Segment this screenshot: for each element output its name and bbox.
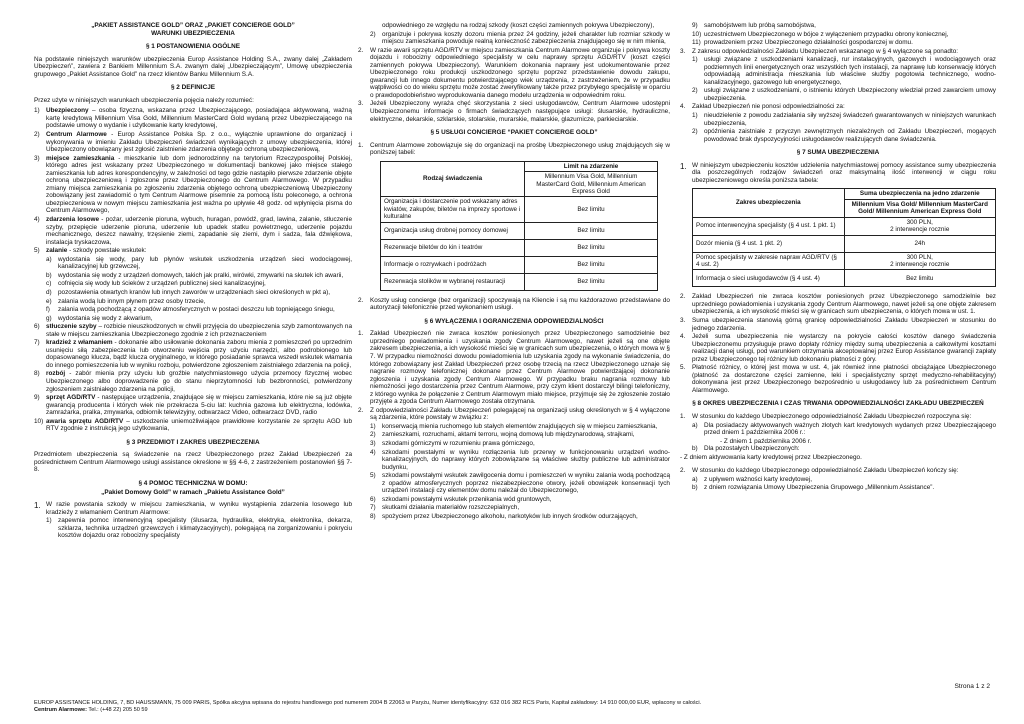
zalanie-item xyxy=(46,272,352,280)
zalanie-item-text: wydostania się wody, pary lub płynów wskutek uszkodzenia urządzeń sieci wodociągowej, kanalizacyjnej lub grzewczej, xyxy=(58,255,352,271)
exclusion-extra-item xyxy=(692,56,996,86)
section-6-exclusions-cont xyxy=(680,22,996,47)
section-6-item-3: 3. Z zakresu odpowiedzialności Zakładu Ubezpieczeń wskazanego w § 4 wyłączone są ponadto: xyxy=(680,47,959,55)
concierge-table-row xyxy=(381,273,658,290)
section-8-item-2-list xyxy=(680,476,996,492)
period-end-item xyxy=(692,476,996,484)
definition-item-num: 9) xyxy=(34,394,40,402)
definition-item-text xyxy=(46,370,352,393)
section-7-item xyxy=(680,317,996,332)
exclusion-item-num: 7) xyxy=(370,504,376,512)
exclusion-item xyxy=(370,431,670,439)
exclusion-item-text: szkodami górniczymi w rozumieniu prawa górniczego, xyxy=(382,440,535,447)
exclusion-item xyxy=(692,31,996,39)
sum-table-row xyxy=(693,270,996,287)
definition-item-num: 2) xyxy=(34,131,40,139)
concierge-table-cell-value: Bez limitu xyxy=(525,256,658,273)
definition-item-num: 8) xyxy=(34,370,40,378)
liability-item-text: opóźnienia zaistniałe z przyczyn zewnętrznych niezależnych od Zakładu Ubezpieczeń, mogących powodować brak dyspozycyjności usługodawców realizujących dane świadczenia. xyxy=(704,128,996,143)
concierge-table-header-3: Millennium Visa Gold, Millennium MasterCard Gold, Millennium American Express Gold xyxy=(525,172,658,197)
exclusion-extra-item-text: usługi związane z uszkodzeniami kanalizacji, rur instalacyjnych, gazowych i wodociągowych oraz podziemnych linii energetycznych oraz wszystkich tych instalacji, za naprawę lub konserwację których odpowiadają administracja mieszkania lub właściwe służby pogotowia technicznego, wodno-kanalizacyjnego, gazowego lub energetycznego, xyxy=(704,56,996,86)
zalanie-item-num: b) xyxy=(46,271,52,279)
definition-item-num: 10) xyxy=(34,417,44,425)
section-4-item-2: 2. W razie awarii sprzętu AGD/RTV w miejscu zamieszkania Centrum Alarmowe organizuje i pokrywa koszty dojazdu i robocizny odpowiedniego specjalisty w celu naprawy sprzętu AGD/RTV (koszt części zamiennych pokrywa Ubezpieczony). Warunkiem dokonania naprawy jest udokumentowanie przez Ubezpieczonego roku produkcji uszkodzonego sprzętu poprzez przedstawienie dowodu zakupu, gwarancji lub innego dokumentu potwierdzającego wiek urządzenia, z zastrzeżeniem, że w przypadku wątpliwości co do wieku sprzętu może zostać zweryfikowany także przez przybyłego specjalistę w oparciu o prawdopodobieństwo wyprodukowania danego modelu urządzenia w odpowiednim roku. xyxy=(358,46,670,99)
period-end-item-text: z upływem ważności karty kredytowej, xyxy=(704,475,812,483)
exclusion-item-num: 3) xyxy=(370,440,376,447)
section-6-item-2: 2. Z odpowiedzialności Zakładu Ubezpieczeń polegającej na organizacji usług określonych w § 4 wyłączone są zdarzenia, które powstały w związku z: xyxy=(358,406,670,422)
section-7-item-1: 1. W niniejszym ubezpieczeniu kosztów udzielenia natychmiastowej pomocy assistance sumy ubezpieczenia dla poszczególnych rodzajów świadczeń oraz maksymalną ilość interwencji w ciągu roku ubezpieczeniowego określa poniższa tabela: xyxy=(680,161,996,184)
sum-table-row xyxy=(693,217,996,235)
definition-item-term: sprzęt AGD/RTV xyxy=(46,394,96,402)
liability-item xyxy=(692,112,996,127)
section-8-heading: § 8 OKRES UBEZPIECZENIA I CZAS TRWANIA ODPOWIEDZIALNOŚCI ZAKŁADU UBEZPIECZEŃ xyxy=(692,400,984,408)
liability-item-num: 1) xyxy=(692,112,698,120)
sum-table-cell-label: Informacja o sieci usługodawców (§ 4 ust. 4) xyxy=(693,270,845,287)
zalanie-list xyxy=(34,256,352,322)
definition-item xyxy=(34,131,352,154)
concierge-table-row xyxy=(381,197,658,222)
definition-item-text xyxy=(46,107,352,130)
section-3-heading: § 3 PRZEDMIOT I ZAKRES UBEZPIECZENIA xyxy=(126,438,260,446)
definition-item-text xyxy=(46,216,352,246)
concierge-table-cell-value: Bez limitu xyxy=(525,273,658,290)
concierge-table-header-2: Limit na zdarzenie xyxy=(525,161,658,171)
document-title: „PAKIET ASSISTANCE GOLD” ORAZ „PAKIET CONCIERGE GOLD” WARUNKI UBEZPIECZENIA xyxy=(91,22,295,37)
liability-item xyxy=(692,128,996,143)
section-4-item-1-1-cont: odpowiedniego ze względu na rodzaj szkody (koszt części zamiennych pokrywa Ubezpieczony), xyxy=(382,22,655,29)
exclusion-item xyxy=(370,513,670,521)
zalanie-item-text: zalania wodą lub innym płynem przez osoby trzecie, xyxy=(58,297,206,305)
exclusion-item-text: zamieszkami, rozruchami, aktami terroru, wojną domową lub międzynarodową, strajkami, xyxy=(382,431,635,439)
definition-item-text xyxy=(46,418,352,433)
period-end-item-text: z dniem rozwiązania Umowy Ubezpieczenia Grupowego „Millennium Assistance”. xyxy=(704,484,935,492)
section-7-item-text: Płatność różnicy, o której jest mowa w ust. 4, jak również inne płatności obciążające Ubezpieczonego (płatność za dostarczone części zamienne, leki i specjalistyczny sprzęt medyczno-rehabilitacyjny) dokonywana jest przez Ubezpieczonego bezpośrednio u usługodawcy lub za pośrednictwem Centrum Alarmowego. xyxy=(692,364,996,394)
definition-item-desc: - dokonanie albo usiłowanie dokonania zaboru mienia z pomieszczeń po uprzednim usunięciu siłą zabezpieczenia lub otworzeniu wejścia przy użyciu narzędzi, albo podrobionego lub dopasowanego klucza, bądź klucza oryginalnego, w którego posiadanie sprawca wszedł wskutek włamania do innego pomieszczenia lub w wyniku rozboju, potwierdzone zgłoszeniem zaistniałego zdarzenia na policji, xyxy=(46,339,353,369)
concierge-table-cell-label: Rezerwacja stolików w wybranej restauracji xyxy=(381,273,525,290)
exclusion-item-text: samobójstwem lub próbą samobójstwa, xyxy=(704,22,816,29)
definition-item-desc: - szkody powstałe wskutek: xyxy=(67,247,147,255)
definition-item-num: 4) xyxy=(34,216,40,224)
definition-item-text xyxy=(46,155,352,215)
section-5-item-2: 2. Koszty usług concierge (bez organizacji) spoczywają na Kliencie i są mu każdorazowo przedstawiane do autoryzacji telefonicznie przed wykonaniem usługi. xyxy=(358,296,670,312)
zalanie-item-num: f) xyxy=(46,306,50,314)
definition-item-term: awaria sprzętu AGD/RTV xyxy=(46,417,124,425)
concierge-table-cell-value: Bez limitu xyxy=(525,222,658,239)
definition-item xyxy=(34,107,352,130)
section-6-heading: § 6 WYŁĄCZENIA I OGRANICZENIA ODPOWIEDZIALNOŚCI xyxy=(424,317,604,325)
sum-table-cell-value: 300 PLN, 2 interwencje rocznie xyxy=(844,252,996,270)
period-end-item xyxy=(692,484,996,492)
definition-item-term: rozbój xyxy=(46,370,66,378)
sum-table-cell-label: Dozór mienia (§ 4 ust. 1 pkt. 2) xyxy=(693,235,845,252)
section-4-item-1: 1. W razie powstania szkody w miejscu zamieszkania, w wyniku wystąpienia zdarzenia losowego lub kradzieży z włamaniem Centrum Alarmowe: xyxy=(34,501,352,516)
section-8-item-1a-date: - Z dniem 1 października 2006 r. xyxy=(720,437,812,445)
column-left xyxy=(34,22,352,541)
exclusion-item-num: 4) xyxy=(370,448,376,456)
definition-item-term: kradzież z włamaniem xyxy=(46,339,113,347)
zalanie-item-num: d) xyxy=(46,288,52,296)
zalanie-item-text: wydostania się wody z akwarium, xyxy=(58,314,153,322)
zalanie-item xyxy=(46,315,352,323)
definition-item-term: stłuczenie szyby xyxy=(46,323,97,331)
exclusion-item-text: uczestnictwem Ubezpieczonego w bójce z wyłączeniem przypadku obrony koniecznej, xyxy=(704,30,949,38)
concierge-table-cell-label: Rezerwacje biletów do kin i teatrów xyxy=(381,239,525,256)
sum-table-row xyxy=(693,235,996,252)
definition-item-text xyxy=(46,339,352,369)
section-7-item-text: Suma ubezpieczenia stanowią górną granicę odpowiedzialności Zakładu Ubezpieczeń w stosunku do jednego zdarzenia. xyxy=(692,316,996,332)
sum-table-cell-value: Bez limitu xyxy=(844,270,996,287)
section-5-item-1: 1. Centrum Alarmowe zobowiązuje się do organizacji na prośbę Ubezpieczonego usług znajdujących się w poniższej tabeli: xyxy=(358,141,670,157)
section-7-item-num: 2. xyxy=(680,293,686,301)
section-7-item xyxy=(680,364,996,394)
exclusion-item xyxy=(692,22,996,30)
section-7-item xyxy=(680,333,996,363)
definition-item xyxy=(34,394,352,417)
concierge-table-row xyxy=(381,256,658,273)
section-2-heading: § 2 DEFINICJE xyxy=(170,84,216,92)
definition-item-num: 5) xyxy=(34,247,40,255)
section-4-subheading: „Pakiet Domowy Gold” w ramach „Pakietu Assistance Gold” xyxy=(101,488,285,496)
definition-item xyxy=(34,370,352,393)
zalanie-item-num: c) xyxy=(46,280,52,288)
sum-table-cell-value: 24h xyxy=(844,235,996,252)
section-6-exclusions xyxy=(358,423,670,521)
section-6-item-4-list xyxy=(680,112,996,143)
section-7-items xyxy=(680,293,996,394)
exclusion-item-num: 11) xyxy=(692,39,701,47)
definition-item-text xyxy=(46,323,352,338)
exclusion-item-num: 5) xyxy=(370,472,376,480)
sum-table-cell-value: 300 PLN, 2 interwencje rocznie xyxy=(844,217,996,235)
sum-table-row xyxy=(693,252,996,270)
zalanie-item xyxy=(46,306,352,314)
zalanie-item-num: e) xyxy=(46,297,52,305)
definition-item xyxy=(34,339,352,369)
concierge-table xyxy=(380,161,658,291)
concierge-table-wrap xyxy=(358,161,670,291)
definition-item-desc: – rozbicie nieuszkodzonych w chwili przyjęcia do ubezpieczenia szyb zamontowanych na stałe w miejscu zamieszkania Ubezpieczonego zgodnie z ich przeznaczeniem xyxy=(46,323,353,338)
section-2-intro: Przez użyte w niniejszych warunkach ubezpieczenia pojęcia należy rozumieć: xyxy=(34,96,254,104)
exclusion-item-text: szkodami powstałymi wskutek zawilgocenia domu i pomieszczeń w wyniku zalania wodą pochodzącą z opadów atmosferycznych poprzez niezabezpieczone otwory, jeżeli obowiązek konserwacji tych urządzeń instalacji czy elementów domu należał do Ubezpieczonego, xyxy=(382,472,670,495)
sum-table-header-3: Millennium Visa Gold/ Millennium MasterCard Gold/ Millennium American Express Gold xyxy=(844,199,996,217)
column-middle xyxy=(358,22,670,521)
exclusion-item xyxy=(370,423,670,431)
footer-company-info: EUROP ASSISTANCE HOLDING, 7, BD HAUSSMANN, 75 009 PARIS, Spółka akcyjna wpisana do rejestru handlowego pod numerem 2004 B 22063 w Paryżu, Numer identyfikacyjny: 632 016 382 RCS Paris, Kapitał zakładowy: 14 910 000,00 EUR, wpłacony w całości. xyxy=(34,700,702,706)
section-8-item-1a: a) Dla posiadaczy aktywowanych ważnych złotych kart kredytowych wydanych przez Ubezpieczającego przed dniem 1 października 2006 r.: xyxy=(692,421,996,437)
liability-item-num: 2) xyxy=(692,128,698,136)
footer xyxy=(34,700,994,714)
section-6-item-3-list xyxy=(680,56,996,102)
section-4-item-3: 3. Jeżeli Ubezpieczony wyraża chęć skorzystania z sieci usługodawców, Centrum Alarmowe udostępni Ubezpieczonemu informacje o firmach świadczących następujące usługi: ślusarskie, hydrauliczne, elektryczne, dekarskie, szklarskie, stolarskie, murarskie, malarskie, glazurnicze, parkieciarskie. xyxy=(358,100,670,123)
exclusion-item-text: konserwacją mienia ruchomego lub stałych elementów znajdujących się w miejscu zamieszkania, xyxy=(382,422,658,430)
definition-item xyxy=(34,216,352,246)
definition-item-desc: - Europ Assistance Polska Sp. z o.o., wyłącznie uprawnione do organizacji i wykonywania w imieniu Zakładu Ubezpieczeń świadczeń wynikających z umowy ubezpieczenia, której Ubezpieczony obowiązany jest zgłosić zaistnienie zdarzenia objętego ochroną ubezpieczeniową, xyxy=(46,131,353,154)
footer-alarm-phone: Tel.: (+48 22) 205 50 59 xyxy=(86,706,148,713)
concierge-table-cell-label: Organizacja usług drobnej pomocy domowej xyxy=(381,222,525,239)
definitions-list-2 xyxy=(34,323,352,433)
section-6-item-1: 1. Zakład Ubezpieczeń nie zwraca kosztów poniesionych przez Ubezpieczonego samodzielnie bez uprzedniego powiadomienia i uzyskania zgody Centrum Alarmowego, nawet jeżeli są one objęte zakresem ubezpieczenia, a ich wysokość mieści się w granicach sum ubezpieczenia, o których mowa w § 7. W przypadku niemożności dowodu powiadomienia lub uzyskania zgody na wykonanie świadczenia, do którego zobowiązany jest Zakład Ubezpieczeń przez osobę trzecią na rzecz Ubezpieczonego uznaje się nagranie rozmowy telefonicznej dokonane przez Centrum Alarmowe potwierdzającej dokonanie zgłoszenia i uzyskania zgody Centrum Alarmowego. W przypadku braku nagrania rozmowy lub niemożności jego dostarczenia przez Centrum Alarmowe, przy czym klient dostarczył bilingi telefoniczny, z którego wynika że połączenie z Centrum Alarmowym miało miejsce, przyjmuje się że zgłoszenie zostało przyjęte a zgoda Centrum Alarmowego została otrzymana. xyxy=(358,330,670,406)
liability-item-text: nieudzielenie z powodu zadziałania siły wyższej świadczeń gwarantowanych w niniejszych warunkach ubezpieczenia, xyxy=(704,112,996,127)
section-1-text: Na podstawie niniejszych warunków ubezpieczenia Europ Assistance Holding S.A., zwany dalej „Zakładem Ubezpieczeń”, zawiera z Bankiem Millennium S.A. zwanym dalej „Ubezpieczającym”, Umowę ubezpieczenia grupowego „Pakiet Assistance Gold” na rzecz klientów Banku Millennium S.A. xyxy=(34,55,352,78)
zalanie-item-text: wydostania się wody z urządzeń domowych, takich jak pralki, wirówki, zmywarki na skutek ich awarii, xyxy=(58,271,344,279)
exclusion-item xyxy=(692,39,996,47)
section-4-heading: § 4 POMOC TECHNICZNA W DOMU: xyxy=(138,479,248,487)
definition-item-desc: – uszkodzenie uniemożliwiające prawidłowe korzystanie ze sprzętu AGD lub RTV zgodnie z instrukcją jego użytkowania, xyxy=(46,417,352,433)
exclusion-item-num: 10) xyxy=(692,30,702,38)
zalanie-item-text: cofnięcia się wody lub ścieków z urządzeń publicznej sieci kanalizacyjnej, xyxy=(58,280,266,288)
exclusion-item-num: 6) xyxy=(370,495,376,503)
section-5-heading: § 5 USŁUGI CONCIERGE “PAKIET CONCIERGE GOLD” xyxy=(430,129,598,137)
definition-item-desc: - pożar, uderzenie pioruna, wybuch, huragan, powódź, grad, lawina, zalanie, stłuczenie szyby, przepięcie uderzenie pioruna, uderzenie lub upadek statku powietrznego, uderzenie pojazdu mechanicznego, deszcz nawalny, trzęsienie ziemi, zapadanie się ziemi, dym i sadza, fala dźwiękowa, instalacja tryskaczowa, xyxy=(46,216,352,246)
sum-table-cell-label: Pomoc interwencyjna specjalisty (§ 4 ust. 1 pkt. 1) xyxy=(693,217,845,235)
section-4-item-1-2: 2) organizuje i pokrywa koszty dozoru mienia przez 24 godziny, jeżeli charakter lub rozmiar szkody w miejscu zamieszkania powoduje realną konieczność zabezpieczenia znajdującego się w nim mienia, xyxy=(370,30,670,46)
section-7-item-num: 5. xyxy=(680,364,686,372)
zalanie-item xyxy=(46,289,352,297)
section-7-item-text: Zakład Ubezpieczeń nie zwraca kosztów poniesionych przez Ubezpieczonego samodzielnie bez uprzedniego powiadomienia i uzyskania zgody Centrum Alarmowego, nawet jeżeli są one objęte zakresem ubezpieczenia, a ich wysokość mieści się w granicach sum ubezpieczenia, o których mowa w ust. 1. xyxy=(692,293,996,316)
definition-item-num: 7) xyxy=(34,339,40,347)
definition-item-text xyxy=(46,131,352,154)
concierge-table-cell-label: Informacje o rozrywkach i podróżach xyxy=(381,256,525,273)
concierge-table-row xyxy=(381,239,658,256)
exclusion-item-text: skutkami działania materiałów rozszczepialnych, xyxy=(382,504,520,512)
concierge-table-row xyxy=(381,222,658,239)
exclusion-item-num: 1) xyxy=(370,422,376,430)
section-4-item-1-1: 1) zapewnia pomoc interwencyjną specjalisty (ślusarza, hydraulika, elektryka, elektronika, dekarza, szklarza, technika urządzeń grzewczych i klimatyzacyjnych), polegającą na zorganizowaniu i pokryciu kosztów dojazdu oraz robocizny specjalisty xyxy=(46,517,352,540)
footer-alarm-center xyxy=(34,707,994,714)
definition-item-term: Ubezpieczony xyxy=(46,107,89,115)
exclusion-extra-item-num: 1) xyxy=(692,56,698,64)
definition-item-desc: - następujące urządzenia, znajdujące się w miejscu zamieszkania, które nie są już objęte gwarancją producenta i których wiek nie przekracza 5-ciu lat: kuchnia gazowa lub elektryczna, lodówka, zamrażarka, pralka, zmywarka, odbiornik telewizyjny, odtwarzacz Video, odtwarzacz DVD, radio xyxy=(46,394,352,417)
page-number: Strona 1 z 2 xyxy=(954,683,990,690)
definition-item xyxy=(34,323,352,338)
sum-table-header-1: Zakres ubezpieczenia xyxy=(693,189,845,217)
definition-item-num: 3) xyxy=(34,154,40,162)
exclusion-item-num: 8) xyxy=(370,512,376,520)
sum-table-wrap xyxy=(680,188,996,287)
concierge-table-cell-label: Organizacja i dostarczenie pod wskazany adres kwiatów, zakupów, biletów na imprezy sportowe i kulturalne xyxy=(381,197,525,222)
section-8-item-1b-date: - Z dniem aktywowania karty kredytowej przez Ubezpieczonego. xyxy=(680,453,862,461)
definition-item-text xyxy=(46,247,352,255)
column-right xyxy=(680,22,996,493)
definition-item-num: 1) xyxy=(34,107,40,115)
definition-item-desc: – osoba fizyczna, wskazana przez Ubezpieczającego, posiadająca aktywowaną, ważną kartę kredytową Millennium Visa Gold, Millennium MasterCard Gold wydaną przez Ubezpieczającego na podstawie umowy o wydanie i użytkowanie karty kredytowej, xyxy=(46,107,352,130)
exclusion-item xyxy=(370,449,670,472)
section-7-heading: § 7 SUMA UBEZPIECZENIA xyxy=(796,149,880,157)
definition-item-desc: - zabór mienia przy użyciu lub groźbie natychmiastowego użycia przemocy fizycznej wobec Ubezpieczonego albo doprowadzenie go do stanu nieprzytomności lub bezbronności, potwierdzony zgłoszeniem zaistniałego zdarzenia na policji, xyxy=(46,370,352,393)
section-8-item-1: 1. W stosunku do każdego Ubezpieczonego odpowiedzialność Zakładu Ubezpieczeń rozpoczyna się: xyxy=(680,413,972,420)
definition-item-term: miejsce zamieszkania xyxy=(46,154,115,162)
exclusion-item-num: 9) xyxy=(692,22,698,29)
exclusion-item-text: szkodami powstałymi wskutek przenikania wód gruntowych, xyxy=(382,495,552,503)
exclusion-item xyxy=(370,472,670,495)
footer-alarm-label: Centrum Alarmowe: xyxy=(34,706,87,713)
sum-table xyxy=(692,188,996,287)
zalanie-item-text: zalania wodą pochodzącą z opadów atmosferycznych w postaci deszczu lub topniejącego śniegu, xyxy=(58,306,335,314)
definition-item-desc: - mieszkanie lub dom jednorodzinny na terytorium Rzeczypospolitej Polskiej, którego adres jest wskazany przez Ubezpieczonego w dokumentacji bankowej jako miejsce stałego zamieszkania lub adres korespondencyjny, w zależności od tego gdzie nastąpiło pierwsze zdarzenie objęte ochroną ubezpieczeniową i zgłoszone przez Ubezpieczonego do Centrum Alarmowego. W przypadku zmiany miejsca zamieszkania po zgłoszeniu zdarzenia objętego ochroną ubezpieczeniową Ubezpieczony zobowiązany jest zawiadomić o tym Centrum Alarmowe pisemnie za pomocą listu poleconego, a ochrona ubezpieczeniowa w nowym miejscu zamieszkania jest ważna po upływie 48 godz. od wpłynięcia pisma do Centrum Alarmowego, xyxy=(46,154,352,215)
exclusion-item-num: 2) xyxy=(370,431,376,439)
section-8-item-2: 2. W stosunku do każdego Ubezpieczonego odpowiedzialność Zakładu Ubezpieczeń kończy się: xyxy=(680,467,959,475)
definition-item-text xyxy=(46,394,352,417)
exclusion-extra-item xyxy=(692,87,996,102)
exclusion-item-text: prowadzeniem przez Ubezpieczonego działalności gospodarczej w domu. xyxy=(704,39,913,47)
exclusion-extra-item-text: usługi związane z uszkodzeniami, o istnieniu których Ubezpieczony wiedział przed zawarciem umowy ubezpieczenia. xyxy=(704,87,996,102)
zalanie-item xyxy=(46,298,352,306)
definition-item-term: zalanie xyxy=(46,247,68,255)
definition-item-term: Centrum Alarmowe xyxy=(46,131,107,139)
zalanie-item xyxy=(46,280,352,288)
zalanie-item xyxy=(46,256,352,271)
definition-item xyxy=(34,247,352,255)
section-7-item-num: 4. xyxy=(680,333,686,341)
exclusion-item xyxy=(370,496,670,504)
exclusion-item xyxy=(370,504,670,512)
period-end-item-num: b) xyxy=(692,484,698,492)
sum-table-cell-label: Pomoc specjalisty w zakresie napraw AGD/RTV (§ 4 ust. 2) xyxy=(693,252,845,270)
definition-item xyxy=(34,155,352,215)
section-3-text: Przedmiotem ubezpieczenia są świadczenie na rzecz Ubezpieczonego przez Zakład Ubezpieczeń za pośrednictwem Centrum Alarmowego usługi assistance określone w §§ 4-6, z zastrzeżeniem postanowień §§ 7-8. xyxy=(34,451,352,474)
zalanie-item-text: pozostawienia otwartych kranów lub innych zaworów w urządzeniach sieci określonych w pkt a), xyxy=(58,288,331,296)
definition-item-term: zdarzenia losowe xyxy=(46,216,100,224)
section-8-item-1b: b) Dla pozostałych Ubezpieczonych: xyxy=(692,445,800,453)
exclusion-item xyxy=(370,440,670,448)
definitions-list xyxy=(34,107,352,254)
exclusion-item-text: spożyciem przez Ubezpieczonego alkoholu, narkotyków lub innych środków odurzających, xyxy=(382,512,638,520)
concierge-table-cell-value: Bez limitu xyxy=(525,239,658,256)
period-end-item-num: a) xyxy=(692,475,698,483)
section-6-item-4: 4. Zakład Ubezpieczeń nie ponosi odpowiedzialności za: xyxy=(680,103,845,111)
section-7-item-text: Jeżeli suma ubezpieczenia nie wystarczy na pokrycie całości kosztów danego świadczenia Ubezpieczonemu przysługuje prawo dopłaty różnicy między sumą ubezpieczenia a całkowitymi kosztami realizacji danej usługi, pod warunkiem otrzymania akceptowalnej przez Europ Assistance gwarancji zapłaty przez Ubezpieczonego tej różnicy lub dokonaniu płatności z góry. xyxy=(692,333,996,363)
zalanie-item-num: g) xyxy=(46,314,52,322)
sum-table-header-2: Suma ubezpieczenia na jedno zdarzenie xyxy=(844,189,996,199)
section-7-item xyxy=(680,293,996,316)
definition-item xyxy=(34,418,352,433)
definition-item-num: 6) xyxy=(34,323,40,331)
section-7-item-num: 3. xyxy=(680,316,686,324)
exclusion-item-text: szkodami powstałymi w wyniku rozłączenia lub przerwy w funkcjonowaniu urządzeń wodno-kanalizacyjnych, do naprawy których zobowiązane są właściwe służby publiczne lub administrator budynku, xyxy=(382,448,670,471)
zalanie-item-num: a) xyxy=(46,255,52,263)
exclusion-extra-item-num: 2) xyxy=(692,87,698,95)
concierge-table-header-1: Rodzaj świadczenia xyxy=(381,161,525,197)
section-1-heading: § 1 POSTANOWIENIA OGÓLNE xyxy=(145,43,241,51)
concierge-table-cell-value: Bez limitu xyxy=(525,197,658,222)
